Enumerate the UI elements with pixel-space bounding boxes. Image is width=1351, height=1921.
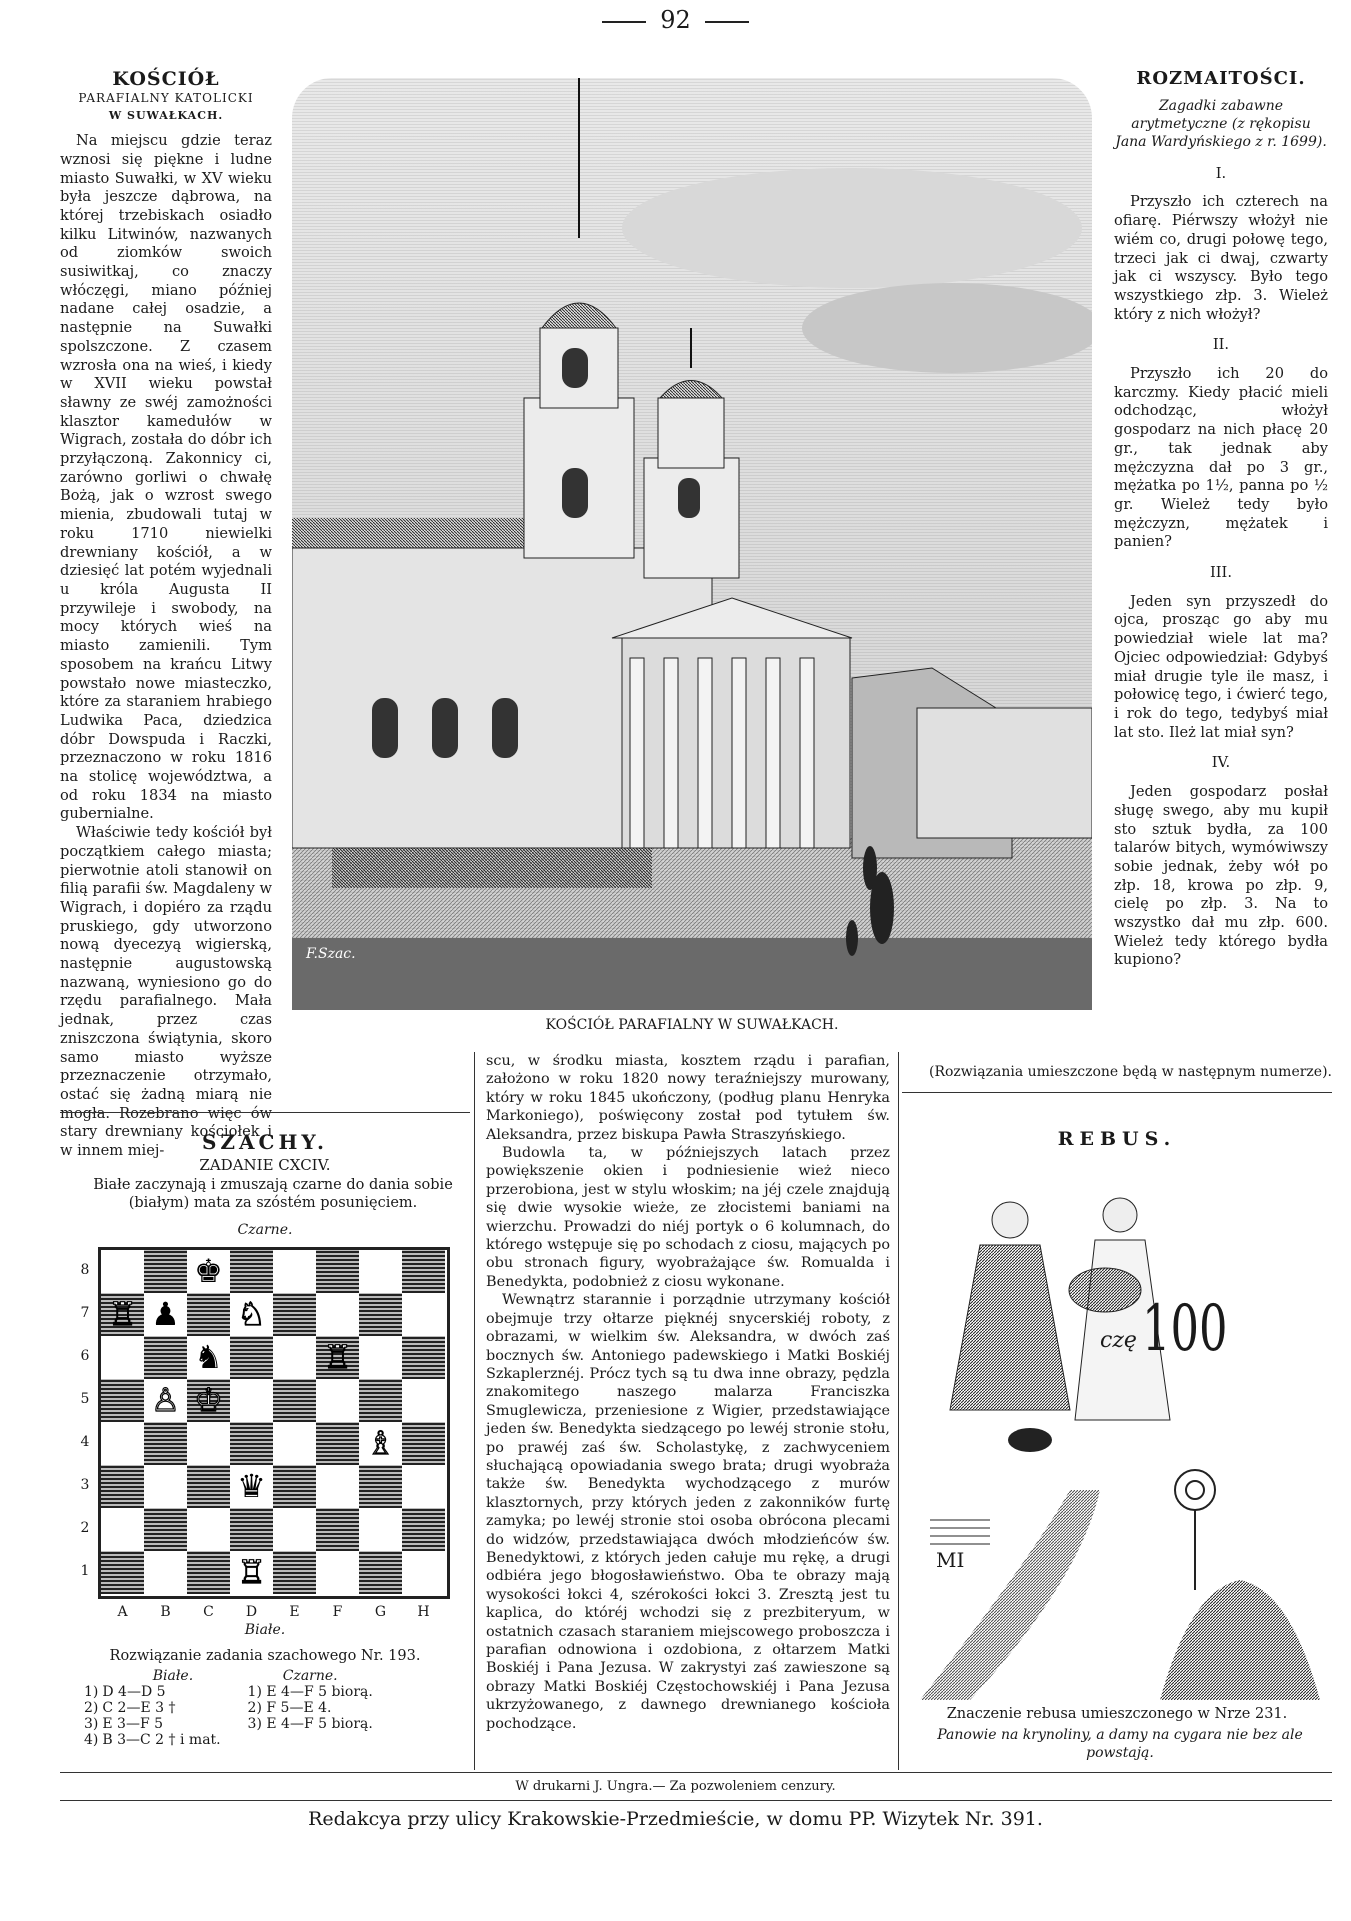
chess-square [273,1551,316,1594]
chess-square [359,1379,402,1422]
move-number: 4) [84,1732,99,1748]
chess-black-label: Czarne. [237,1222,293,1238]
rank-label: 5 [80,1391,90,1407]
black-move: 2) F 5—E 4. [247,1700,332,1716]
chess-square [316,1551,359,1594]
rozmaitosci-column [1114,70,1328,970]
rebus-drawing [910,1160,1330,1700]
article-paragraph: Właściwie tedy kościół był początkiem całego miasta; pierwotnie atoli stanowił on filią parafii św. Magdaleny w Wigrach, i dopiéro za rządu pruskiego, gdy utworzono nową dyecezyą wigierską, następnie augustowską nazwaną, wyniesiono go do rzędu parafialnego. Mała jednak, przez czas zniszczona świątynia, skoro samo miasto wyższe przeznaczenie otrzymało, ostać się żadną miarą nie mogła. Rozebrano więc ów stary drewniany kościołek i w innem miej- [60,824,272,1160]
rebus-syllable: czę [1100,1328,1137,1353]
chess-square [273,1293,316,1336]
file-label: H [417,1604,430,1620]
riddle [1114,754,1328,970]
article-subtitle: PARAFIALNY KATOLICKI [78,90,254,105]
file-label: A [117,1604,128,1620]
solution-white-header: Białe. [152,1668,194,1684]
divider [60,1112,470,1113]
chess-square [230,1422,273,1465]
chess-piece: ♘ [237,1295,266,1333]
chess-square [144,1250,187,1293]
chess-square [187,1465,230,1508]
rank-label: 6 [80,1348,90,1364]
chess-piece: ♚ [194,1252,223,1290]
rebus-answer: Panowie na krynoliny, a damy na cygara nie bez ale powstają. [937,1727,1303,1761]
divider [474,1052,475,1770]
riddle [1114,564,1328,742]
white-move: D 4—D 5 [102,1684,166,1700]
rebus-title: REBUS. [1057,1128,1177,1150]
chess-square [316,1508,359,1551]
artist-signature: F.Szac. [306,946,356,962]
riddle [1114,336,1328,552]
move-number: 2) [84,1700,99,1716]
chess-square [316,1422,359,1465]
chess-square [187,1293,230,1336]
chess-square [273,1336,316,1379]
article-paragraph: Budowla ta, w późniejszych latach przez powiększenie okien i podniesienie wież nieco przerobiona, jest w stylu włoskim; na jéj czele znajdują się dwie wysokie wieże, ze złocistemi baniami na wierzchu. Prowadzi do niéj portyk o 6 kolumnach, do którego wstępuje się po schodach z ciosu, mających po obu stronach figury, wyobrażające św. Romualda i Benedykta, podobnież z ciosu wykonane. [486,1145,890,1290]
riddles-intro: Zagadki zabawne arytmetyczne (z rękopisu Jana Wardyńskiego z r. 1699). [1115,97,1327,150]
riddle-number: IV. [1211,754,1231,772]
church-engraving [292,78,1092,1010]
rebus-answer-title: Znaczenie rebusa umieszczonego w Nrze 231. [946,1706,1288,1722]
chess-square [101,1250,144,1293]
middle-column [486,1052,890,1733]
chess-piece: ♖ [323,1338,352,1376]
chess-square [359,1551,402,1594]
chess-square [402,1293,445,1336]
chess-square [273,1250,316,1293]
riddle-number: III. [1210,564,1232,582]
rebus-number: 100 [1142,1292,1228,1366]
chess-piece: ♗ [366,1424,395,1462]
divider [60,1772,1332,1773]
black-move: 1) E 4—F 5 biorą. [247,1684,373,1700]
solution-table [82,1668,375,1748]
chess-square [316,1379,359,1422]
chess-square [316,1250,359,1293]
chess-solution [82,1668,472,1748]
black-move: 3) E 4—F 5 biorą. [247,1716,373,1732]
chess-square [101,1465,144,1508]
divider [902,1092,1332,1093]
rank-label: 1 [80,1563,90,1579]
church-illustration [292,78,1092,1010]
chess-square [402,1379,445,1422]
solution-black-header: Czarne. [282,1668,338,1684]
rozmaitosci-title: ROZMAITOŚCI. [1136,68,1306,89]
file-label: E [289,1604,300,1620]
riddle-number: II. [1212,336,1230,354]
rebus-mi: MI [936,1548,965,1572]
chess-square [101,1422,144,1465]
riddle-number: I. [1215,164,1227,182]
chess-square [101,1551,144,1594]
chess-square [273,1465,316,1508]
chess-piece: ♖ [237,1553,266,1591]
divider [60,1800,1332,1801]
rebus-picture [910,1160,1330,1700]
chess-square [402,1336,445,1379]
chess-square [359,1336,402,1379]
riddle [1114,165,1328,325]
chess-square [187,1422,230,1465]
chess-square [101,1508,144,1551]
chess-piece: ♛ [237,1467,266,1505]
chess-square [230,1250,273,1293]
article-title: KOŚCIÓŁ [112,68,220,90]
chess-square [359,1508,402,1551]
white-move: C 2—E 3 † [102,1700,176,1716]
article-paragraph: Na miejscu gdzie teraz wznosi się piękne i ludne miasto Suwałki, w XV wieku była jeszcze dąbrowa, na której trzebiskach osiadło kilku Litwinów, nazwanych od ziomków swoich susiwitkaj, co znaczy włóczęgi, miano później nadane całej osadzie, a następnie na Suwałki spolszczone. Z czasem wzrosła ona na wieś, i kiedy w XVII wieku powstał sławny ze swéj zamożności klasztor kamedułów w Wigrach, została do dóbr ich przyłączoną. Zakonnicy ci, zarówno gorliwi o chwałę Bożą, jak o wzrost swego mienia, zbudowali tutaj w roku 1710 niewielki drewniany kościół, a w dziesięć lat potém wyjednali u króla Augusta II przywileje i swobody, na mocy których wieś na miasto zamienili. Tym sposobem na krańcu Litwy powstało nowe miasteczko, które za staraniem hrabiego Ludwika Paca, dziedzica dóbr Dowspuda i Raczki, przeznaczono w roku 1816 na stolicę województwa, a od roku 1834 na miasto gubernialne. [60,132,272,823]
file-label: D [245,1604,258,1620]
solution-row [82,1732,375,1748]
page-number: 92 [0,6,1351,34]
chess-square [316,1293,359,1336]
chess-square [359,1250,402,1293]
rank-label: 3 [80,1477,90,1493]
chess-square [144,1551,187,1594]
article-subtitle-2: W SUWAŁKACH. [108,109,224,123]
chess-square [230,1336,273,1379]
chess-piece: ♞ [194,1338,223,1376]
solution-row [82,1684,375,1700]
chess-piece: ♟ [151,1295,180,1333]
chess-square [101,1379,144,1422]
article-paragraph: scu, w środku miasta, kosztem rządu i parafian, założono w roku 1820 nowy teraźniejszy murowany, który w roku 1845 ukończony, (podług planu Henryka Markoniego), poświęcony został pod tytułem św. Aleksandra, przez biskupa Pawła Straszyńskiego. [486,1053,890,1143]
chess-white-label: Białe. [244,1622,286,1638]
illustration-caption: KOŚCIÓŁ PARAFIALNY W SUWAŁKACH. [545,1017,839,1033]
rank-label: 8 [80,1262,90,1278]
riddle-text: Jeden gospodarz posłał sługę swego, aby mu kupił sto sztuk bydła, za 100 talarów bitych, wymówiwszy sobie jednak, żeby wół po złp. 18, krowa po złp. 9, cielę po złp. 3. Na to wszystko dał mu złp. 600. Wieleż tedy którego bydła kupiono? [1114,783,1328,969]
file-label: B [160,1604,171,1620]
chess-problem-number: ZADANIE CXCIV. [199,1156,331,1174]
riddle-text: Jeden syn przyszedł do ojca, prosząc go aby mu powiedział wiele lat ma? Ojciec odpowiedział: Gdybyś miał drugie tyle ile masz, i połowicę tego, i ćwierć tego, i rok do tego, tedybyś miał lat sto. Ileż lat miał syn? [1114,592,1328,741]
chess-square [230,1508,273,1551]
rank-label: 4 [80,1434,90,1450]
chess-square [144,1422,187,1465]
chess-square [402,1551,445,1594]
printer-line: W drukarni J. Ungra.— Za pozwoleniem cenzury. [515,1779,836,1794]
chess-square [402,1250,445,1293]
white-move: B 3—C 2 † i mat. [102,1732,221,1748]
rank-label: 2 [80,1520,90,1536]
black-move [246,1732,375,1748]
file-label: C [203,1604,214,1620]
chess-square [273,1508,316,1551]
riddle-text: Przyszło ich 20 do karczmy. Kiedy płacić mieli odchodząc, włożył gospodarz na nich płacę 20 gr., tak jednak aby mężczyzna dał po 3 gr., mężatka po 1½, panna po ½ gr. Wieleż tedy było mężczyzn, mężatek i panien? [1114,365,1328,551]
chess-square [402,1508,445,1551]
chess-square [273,1422,316,1465]
left-article [60,70,272,1161]
file-label: F [332,1604,343,1620]
chess-square [273,1379,316,1422]
chess-title: SZACHY. [201,1130,329,1154]
chess-problem-desc: Białe zaczynają i zmuszają czarne do dania sobie (białym) mata za szóstém posunięciem. [93,1177,453,1211]
article-paragraph: Wewnątrz starannie i porządnie utrzymany kościół obejmuje trzy ołtarze pięknéj snycerskiéj roboty, z obrazami, w wielkim św. Aleksandra, w dwóch zaś bocznych św. Antoniego padewskiego i Matki Boskiéj Szkaplerznéj. Prócz tych są tu dwa inne obrazy, pędzla znakomitego naszego malarza Franciszka Smuglewicza, przeniesione z Wigier, przedstawiające jeden św. Benedykta siedzącego po lewéj stronie stołu, po prawéj zaś św. Scholastykę, z zachwyceniem słuchającą opowiadania swego brata; drugi wyobraża także św. Benedykta wychodzącego z murów klasztornych, przy których jeden z zakonników furtę zamyka; po lewéj stronie stoi osoba obrócona plecami do widzów, przedstawiająca dwóch młodzieńców św. Benedyktowi, z których jeden całuje mu rękę, a drugi odbiéra jego błogosławieństwo. Oba te obrazy mają wysokości łokci 4, szérokości łokci 3. Zresztą jest tu kaplica, do któréj wchodzi się z prezbiteryum, w ostatnich czasach staraniem miejscowego proboszcza i parafian odnowiona i ozdobiona, z ołtarzem Matki Boskiéj i Pana Jezusa. W zakrystyi zaś zawieszone są obrazy Matki Boskiéj Częstochowskiéj i Pana Jezusa ukrzyżowanego, z dawnego drewnianego kościoła pochodzące. [486,1292,890,1732]
chess-square [230,1379,273,1422]
riddle-text: Przyszło ich czterech na ofiarę. Piérwszy włożył nie wiém co, drugi połowę tego, trzeci jak ci dwaj, czwarty jak ci wszyscy. Było tego wszystkiego złp. 3. Wieleż który z nich włożył? [1114,193,1328,323]
editor-address: Redakcya przy ulicy Krakowskie-Przedmieście, w domu PP. Wizytek Nr. 391. [308,1808,1043,1830]
riddles-note: (Rozwiązania umieszczone będą w następnym numerze). [928,1064,1332,1080]
chess-board [98,1247,450,1599]
white-move: E 3—F 5 [102,1716,164,1732]
chess-square [101,1336,144,1379]
chess-square [316,1465,359,1508]
chess-square [402,1422,445,1465]
chess-square [144,1336,187,1379]
divider [898,1052,899,1770]
chess-square [359,1293,402,1336]
rank-label: 7 [80,1305,90,1321]
chess-solution-title: Rozwiązanie zadania szachowego Nr. 193. [109,1648,421,1664]
chess-piece: ♔ [194,1381,223,1419]
chess-square [144,1508,187,1551]
chess-square [144,1465,187,1508]
chess-square [402,1465,445,1508]
solution-row [82,1700,375,1716]
move-number: 3) [84,1716,99,1732]
file-label: G [374,1604,387,1620]
solution-row [82,1716,375,1732]
chess-square [359,1465,402,1508]
chess-square [187,1508,230,1551]
chess-piece: ♙ [151,1381,180,1419]
chess-piece: ♖ [108,1295,137,1333]
move-number: 1) [84,1684,99,1700]
chess-square [187,1551,230,1594]
